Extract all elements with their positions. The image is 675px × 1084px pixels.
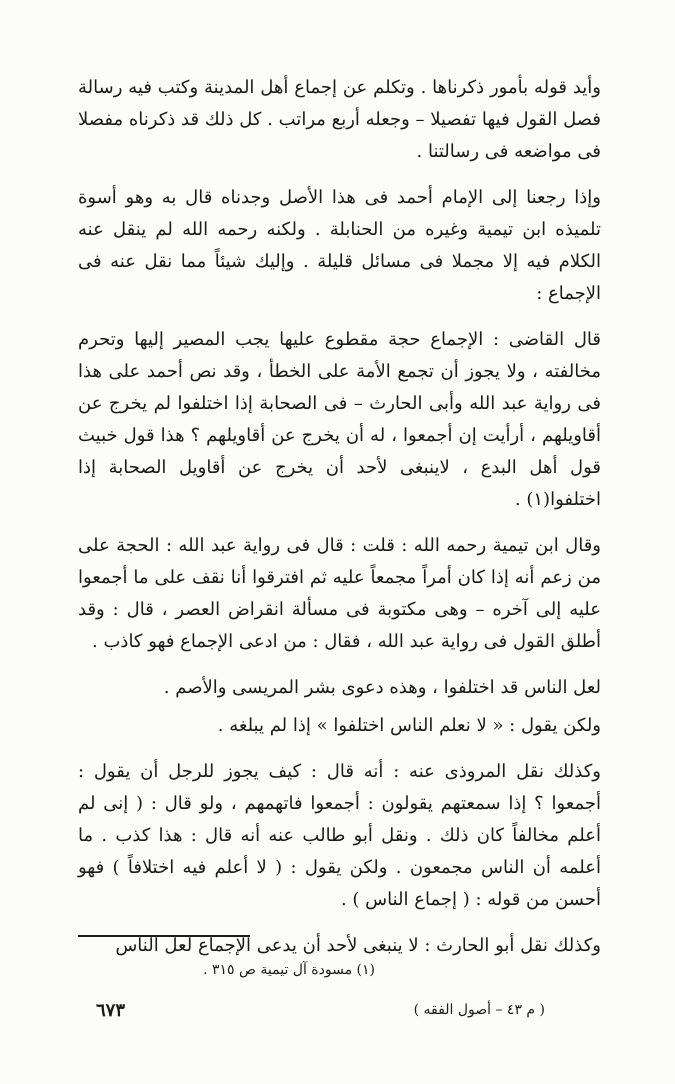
paragraph-6: ولكن يقول : « لا نعلم الناس اختلفوا » إذا لم يبلغه . xyxy=(217,715,601,736)
page-number: ٦٧٣ xyxy=(96,1000,126,1021)
paragraph-1: وأيد قوله بأمور ذكرناها . وتكلم عن إجماع أهل المدينة وكتب فيه رسالة فصل القول فيها تفصيلا – وجعله أربع مراتب . كل ذلك قد ذكرناه مفصلا فى مواضعه فى رسالتنا . xyxy=(78,77,601,162)
printer-signature: ( م ٤٣ – أصول الفقه ) xyxy=(413,1002,545,1018)
paragraph-8: وكذلك نقل أبو الحارث : لا ينبغى لأحد أن يدعى الإجماع لعل الناس xyxy=(115,935,601,956)
paragraph-4: وقال ابن تيمية رحمه الله : قلت : قال فى رواية عبد الله : الحجة على من زعم أنه إذا كان أمراً مجمعاً عليه ثم افترقوا أنا نقف على ما أجمعوا عليه إلى آخره – وهى مكتوبة فى مسألة انقراض العصر ، قال : وقد أطلق القول فى رواية عبد الله ، فقال : من ادعى الإجماع فهو كاذب . xyxy=(78,535,601,652)
paragraph-5: لعل الناس قد اختلفوا ، وهذه دعوى بشر المريسى والأصم . xyxy=(163,677,601,698)
footnote: (١) مسودة آل تيمية ص ٣١٥ . xyxy=(203,962,375,978)
paragraph-2: وإذا رجعنا إلى الإمام أحمد فى هذا الأصل وجدناه قال به وهو أسوة تلميذه ابن تيمية وغيره من الحنابلة . ولكنه رحمه الله لم ينقل عنه الكلام فيه إلا مجملا فى مسائل قليلة . وإليك شيئاً مما نقل عنه فى الإجماع : xyxy=(78,187,601,304)
paragraph-3: قال القاضى : الإجماع حجة مقطوع عليها يجب المصير إليها وتحرم مخالفته ، ولا يجوز أن تجمع الأمة على الخطأ ، وقد نص أحمد على هذا فى رواية عبد الله وأبى الحارث – فى الصحابة إذا اختلفوا لم يخرج عن أقاويلهم ، أرأيت إن أجمعوا ، له أن يخرج عن أقاويلهم ؟ هذا قول خبيث قول أهل البدع ، لاينبغى لأحد أن يخرج عن أقاويل الصحابة إذا اختلفوا(١) . xyxy=(78,329,601,510)
footnote-divider xyxy=(78,935,250,937)
paragraph-7: وكذلك نقل المروذى عنه : أنه قال : كيف يجوز للرجل أن يقول : أجمعوا ؟ إذا سمعتهم يقولون : أجمعوا فاتهمهم ، ولو قال : ( إنى لم أعلم مخالفاً كان ذلك . ونقل أبو طالب عنه أنه قال : هذا كذب . ما أعلمه أن الناس مجمعون . ولكن يقول : ( لا أعلم فيه اختلافاً ) فهو أحسن من قوله : ( إجماع الناس ) . xyxy=(78,761,601,910)
